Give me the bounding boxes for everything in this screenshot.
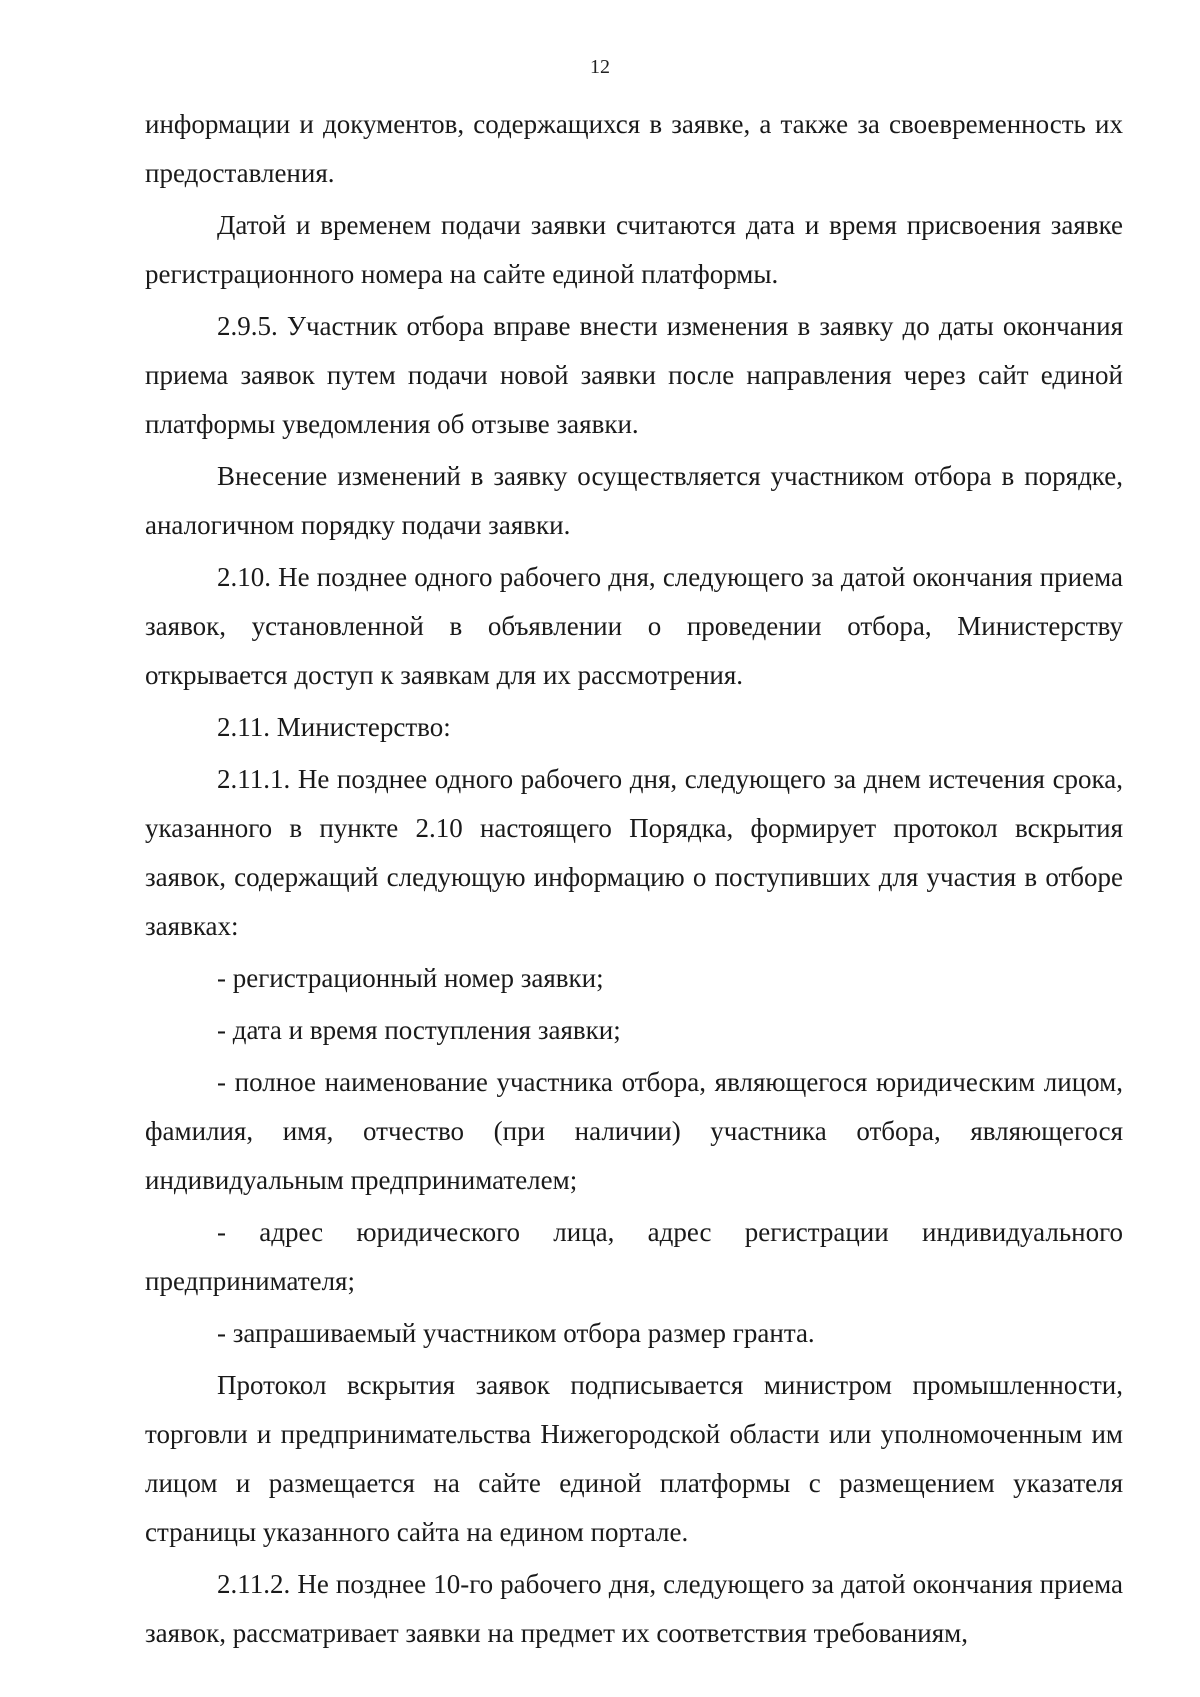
paragraph: 2.11. Министерство: [217,712,451,742]
paragraph: Внесение изменений в заявку осуществляется участником отбора в порядке, аналогичном порядку подачи заявки. [145,461,1123,540]
paragraph: информации и документов, содержащихся в заявке, а также за своевременность их предоставления. [145,109,1123,188]
paragraph: Протокол вскрытия заявок подписывается министром промышленности, торговли и предпринимательства Нижегородской области или уполномоченным им лицом и размещается на сайте единой платформы с размещением указателя страницы указанного сайта на едином портале. [145,1370,1123,1547]
list-item: - регистрационный номер заявки; [217,963,604,993]
paragraph: 2.10. Не позднее одного рабочего дня, следующего за датой окончания приема заявок, установленной в объявлении о проведении отбора, Министерству открывается доступ к заявкам для их рассмотрения. [145,562,1123,690]
paragraph: Датой и временем подачи заявки считаются дата и время присвоения заявке регистрационного номера на сайте единой платформы. [145,210,1123,289]
page-number: 12 [590,56,610,78]
list-item: - адрес юридического лица, адрес регистрации индивидуального предпринимателя; [145,1217,1123,1296]
list-item: - запрашиваемый участником отбора размер гранта. [217,1318,815,1348]
list-item: - полное наименование участника отбора, являющегося юридическим лицом, фамилия, имя, отчество (при наличии) участника отбора, являющегося индивидуальным предпринимателем; [145,1067,1123,1195]
paragraph: 2.9.5. Участник отбора вправе внести изменения в заявку до даты окончания приема заявок путем подачи новой заявки после направления через сайт единой платформы уведомления об отзыве заявки. [145,311,1123,439]
list-item: - дата и время поступления заявки; [217,1015,621,1045]
paragraph: 2.11.1. Не позднее одного рабочего дня, следующего за днем истечения срока, указанного в пункте 2.10 настоящего Порядка, формирует протокол вскрытия заявок, содержащий следующую информацию о поступивших для участия в отборе заявках: [145,764,1123,941]
document-body [145,100,1123,1661]
paragraph: 2.11.2. Не позднее 10-го рабочего дня, следующего за датой окончания приема заявок, рассматривает заявки на предмет их соответствия требованиям, [145,1569,1123,1648]
